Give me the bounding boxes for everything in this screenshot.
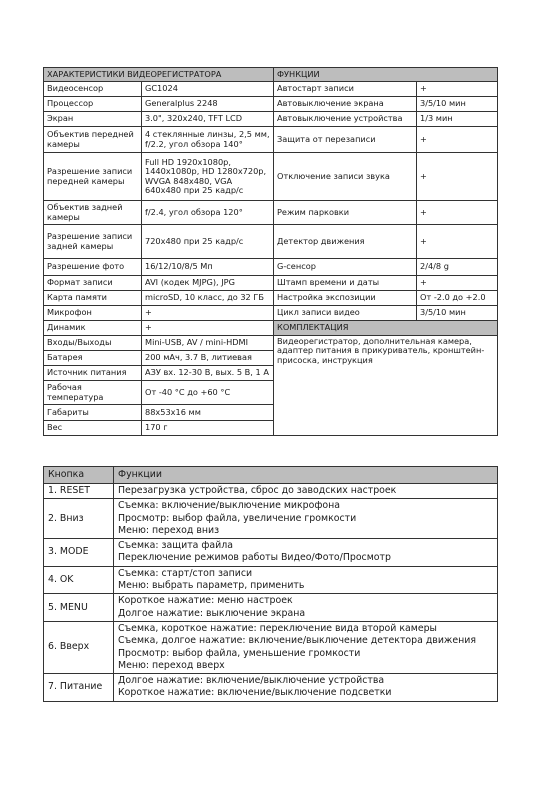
button-function-line: Долгое нажатие: включение/выключение устройства (118, 675, 385, 687)
button-functions (114, 499, 498, 539)
button-name: 4. OK (44, 566, 114, 594)
button-function-line: Съемка: защита файла (118, 540, 233, 552)
button-function-line: Меню: переход вниз (118, 524, 220, 536)
button-function-line: Съемка: включение/выключение микрофона (118, 500, 340, 512)
spec-value: Generalplus 2248 (142, 97, 274, 112)
function-value: + (417, 127, 498, 153)
button-function-line: Переключение режимов работы Видео/Фото/Просмотр (118, 552, 391, 564)
function-value: + (417, 153, 498, 201)
spec-value: 16/12/10/8/5 Мп (142, 259, 274, 276)
button-functions (114, 621, 498, 673)
button-name: 1. RESET (44, 484, 114, 499)
spec-label: Вес (44, 421, 142, 436)
spec-label: Разрешение записи задней камеры (44, 225, 142, 259)
button-function-line: Меню: переход вверх (118, 659, 225, 671)
spec-label: Карта памяти (44, 291, 142, 306)
function-label: Режим парковки (274, 201, 417, 225)
spec-value: 88x53x16 мм (142, 405, 274, 421)
function-value: 3/5/10 мин (417, 306, 498, 321)
spec-value: АЗУ вх. 12-30 В, вых. 5 В, 1 А (142, 366, 274, 381)
function-label: Отключение записи звука (274, 153, 417, 201)
button-name: 5. MENU (44, 594, 114, 622)
spec-value: + (142, 306, 274, 321)
spec-label: Формат записи (44, 276, 142, 291)
function-label: Автовыключение экрана (274, 97, 417, 112)
spec-label: Объектив задней камеры (44, 201, 142, 225)
spec-label: Видеосенсор (44, 82, 142, 97)
function-value: + (417, 225, 498, 259)
spec-label: Процессор (44, 97, 142, 112)
button-functions (114, 566, 498, 594)
button-name: 2. Вниз (44, 499, 114, 539)
spec-label: Разрешение фото (44, 259, 142, 276)
spec-value: Mini-USB, AV / mini-HDMI (142, 336, 274, 351)
spec-label: Динамик (44, 321, 142, 336)
spec-label: Разрешение записи передней камеры (44, 153, 142, 201)
function-value: + (417, 276, 498, 291)
button-function-line: Съемка, долгое нажатие: включение/выключение детектора движения (118, 635, 476, 647)
spec-label: Объектив передней камеры (44, 127, 142, 153)
spec-value: GC1024 (142, 82, 274, 97)
spec-value: 200 мАч, 3.7 В, литиевая (142, 351, 274, 366)
function-label: G-сенсор (274, 259, 417, 276)
button-function-line: Съемка: старт/стоп записи (118, 567, 253, 579)
function-label: Автовыключение устройства (274, 112, 417, 127)
spec-label: Рабочая температура (44, 381, 142, 405)
function-label: Детектор движения (274, 225, 417, 259)
buttons-table (43, 466, 498, 702)
buttons-header-functions: Функции (114, 467, 498, 484)
function-label: Автостарт записи (274, 82, 417, 97)
button-functions (114, 539, 498, 567)
spec-label: Батарея (44, 351, 142, 366)
spec-value: 720x480 при 25 кадр/с (142, 225, 274, 259)
button-function-line: Короткое нажатие: включение/выключение подсветки (118, 687, 392, 699)
spec-value: microSD, 10 класс, до 32 ГБ (142, 291, 274, 306)
button-function-line: Долгое нажатие: выключение экрана (118, 607, 306, 619)
spec-label: Габариты (44, 405, 142, 421)
spec-value: От -40 °С до +60 °С (142, 381, 274, 405)
specs-table (43, 67, 498, 436)
spec-label: Источник питания (44, 366, 142, 381)
button-name: 3. MODE (44, 539, 114, 567)
spec-label: Экран (44, 112, 142, 127)
button-function-line: Перезагрузка устройства, сброс до заводских настроек (118, 485, 397, 496)
button-function-line: Съемка, короткое нажатие: переключение вида второй камеры (118, 622, 437, 634)
button-function-line: Короткое нажатие: меню настроек (118, 595, 293, 607)
button-function-line: Меню: выбрать параметр, применить (118, 580, 305, 592)
spec-value: 3.0", 320x240, TFT LCD (142, 112, 274, 127)
spec-value: AVI (кодек MJPG), JPG (142, 276, 274, 291)
button-functions (114, 674, 498, 702)
function-value: 2/4/8 g (417, 259, 498, 276)
kit-header: КОМПЛЕКТАЦИЯ (274, 321, 498, 336)
function-value: 3/5/10 мин (417, 97, 498, 112)
function-label: Штамп времени и даты (274, 276, 417, 291)
function-label: Цикл записи видео (274, 306, 417, 321)
spec-label: Микрофон (44, 306, 142, 321)
spec-value: f/2.4, угол обзора 120° (142, 201, 274, 225)
function-value: 1/3 мин (417, 112, 498, 127)
function-label: Защита от перезаписи (274, 127, 417, 153)
spec-value: Full HD 1920x1080p, 1440x1080p, HD 1280x720p, WVGA 848x480, VGA 640x480 при 25 кадр/с (142, 153, 274, 201)
function-value: + (417, 201, 498, 225)
function-value: + (417, 82, 498, 97)
button-function-line: Просмотр: выбор файла, уменьшение громкости (118, 647, 361, 659)
buttons-header-button: Кнопка (44, 467, 114, 484)
button-name: 7. Питание (44, 674, 114, 702)
function-label: Настройка экспозиции (274, 291, 417, 306)
button-functions (114, 594, 498, 622)
spec-value: 170 г (142, 421, 274, 436)
kit-text: Видеорегистратор, дополнительная камера, адаптер питания в прикуриватель, кронштейн-присоска, инструкция (274, 336, 498, 436)
button-functions (114, 484, 498, 499)
button-function-line: Просмотр: выбор файла, увеличение громкости (118, 512, 357, 524)
spec-value: + (142, 321, 274, 336)
button-name: 6. Вверх (44, 621, 114, 673)
functions-header: ФУНКЦИИ (274, 68, 498, 82)
spec-value: 4 стеклянные линзы, 2,5 мм, f/2.2, угол обзора 140° (142, 127, 274, 153)
spec-label: Входы/Выходы (44, 336, 142, 351)
specs-header: ХАРАКТЕРИСТИКИ ВИДЕОРЕГИСТРАТОРА (44, 68, 274, 82)
function-value: От -2.0 до +2.0 (417, 291, 498, 306)
